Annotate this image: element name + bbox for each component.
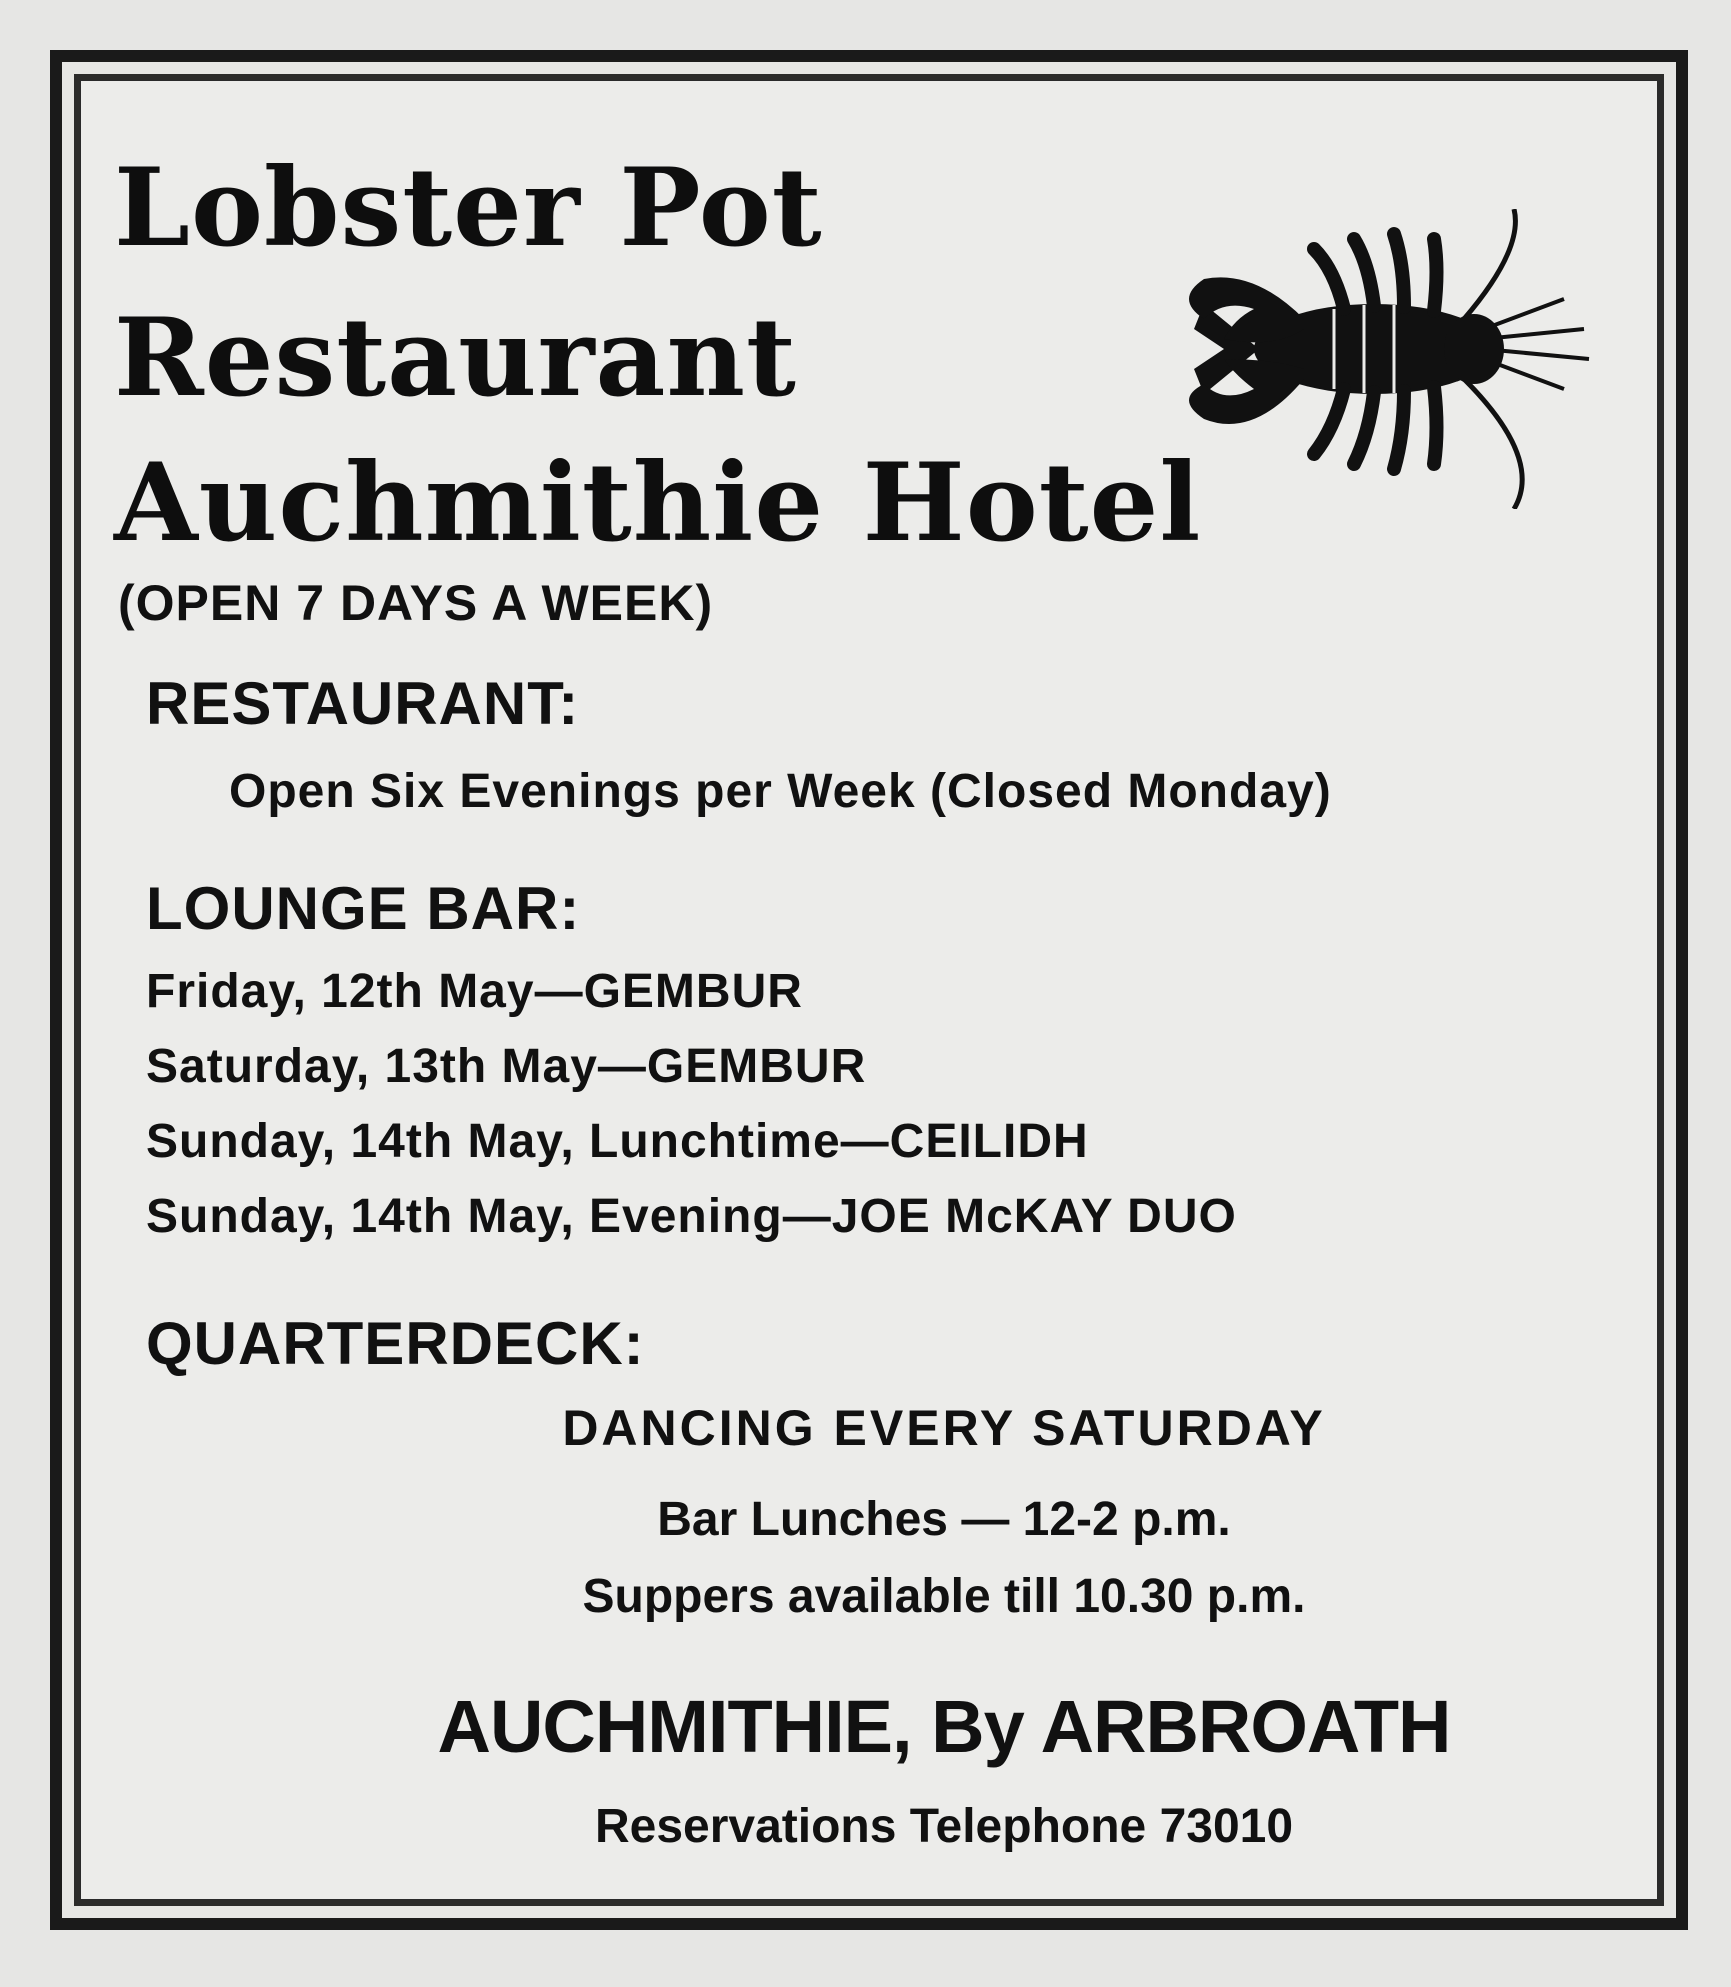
- lounge-event: Sunday, 14th May, Lunchtime—CEILIDH: [146, 1115, 1089, 1168]
- reservations-telephone: Reservations Telephone 73010: [594, 1800, 1294, 1853]
- open-seven-days-note: (OPEN 7 DAYS A WEEK): [118, 575, 714, 631]
- quarterdeck-heading: QUARTERDECK:: [146, 1310, 645, 1377]
- lounge-bar-heading: LOUNGE BAR:: [146, 875, 581, 942]
- lounge-event: Saturday, 13th May—GEMBUR: [146, 1040, 867, 1093]
- title-auchmithie-hotel: Auchmithie Hotel: [114, 440, 1202, 566]
- ad-content: [74, 74, 1664, 1906]
- restaurant-hours: Open Six Evenings per Week (Closed Monday): [229, 765, 1332, 818]
- lounge-event: Sunday, 14th May, Evening—JOE McKAY DUO: [146, 1190, 1237, 1243]
- dancing-note: DANCING EVERY SATURDAY: [562, 1400, 1326, 1456]
- restaurant-heading: RESTAURANT:: [146, 670, 580, 737]
- location-line: AUCHMITHIE, By ARBROATH: [437, 1685, 1451, 1768]
- bar-lunches-note: Bar Lunches — 12-2 p.m.: [657, 1493, 1231, 1546]
- lobster-icon: [1164, 209, 1604, 509]
- title-lobster-pot: Lobster Pot: [114, 145, 823, 271]
- title-restaurant: Restaurant: [114, 295, 797, 421]
- lounge-event: Friday, 12th May—GEMBUR: [146, 965, 803, 1018]
- suppers-note: Suppers available till 10.30 p.m.: [582, 1570, 1306, 1623]
